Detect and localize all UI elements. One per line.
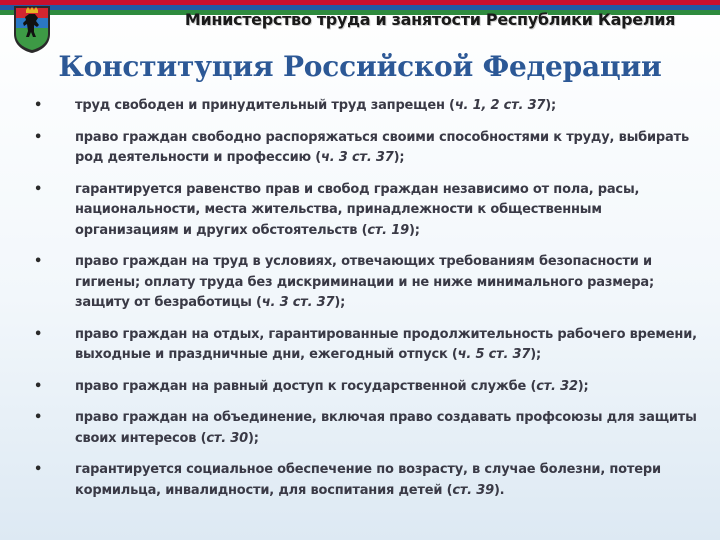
item-text: право граждан на отдых, гарантированные продолжительность рабочего времени, выходные и праздничные дни, ежегодный отпуск ( <box>75 326 697 362</box>
article-reference: ст. 30 <box>206 430 248 446</box>
bullet-icon: • <box>34 326 43 342</box>
item-text: гарантируется социальное обеспечение по возрасту, в случае болезни, потери кормильца, инвалидности, для воспитания детей ( <box>75 462 661 498</box>
list-item <box>34 408 704 449</box>
item-tail: ); <box>577 378 589 394</box>
list-item <box>34 377 704 398</box>
karelia-coat-of-arms-icon <box>12 4 52 54</box>
bullet-icon: • <box>34 181 43 197</box>
item-text: право граждан на объединение, включая право создавать профсоюзы для защиты своих интересов ( <box>75 410 697 446</box>
item-tail: ); <box>334 295 346 310</box>
bullet-icon: • <box>34 462 43 477</box>
item-text: труд свободен и принудительный труд запрещен ( <box>75 98 455 113</box>
bullet-icon: • <box>34 254 43 269</box>
list-item <box>34 180 704 242</box>
item-text: право граждан свободно распоряжаться своими способностями к труду, выбирать род деятельности и профессию ( <box>75 129 689 165</box>
article-reference: ч. 1, 2 ст. 37 <box>454 98 546 113</box>
bullet-icon: • <box>34 378 43 394</box>
item-tail: ); <box>393 150 405 165</box>
article-reference: ч. 3 ст. 37 <box>261 295 335 310</box>
item-text: право граждан на равный доступ к государственной службе ( <box>75 378 537 394</box>
list-item <box>34 460 704 501</box>
ministry-name: Министерство труда и занятости Республики Карелия <box>184 10 676 29</box>
page-title: Конституция Российской Федерации <box>58 50 662 83</box>
item-tail: ); <box>248 430 259 446</box>
article-reference: ст. 32 <box>536 378 578 394</box>
item-tail: ); <box>545 98 557 113</box>
item-tail: ); <box>408 222 420 238</box>
item-tail: ). <box>493 482 505 498</box>
item-text: право граждан на труд в условиях, отвечающих требованиям безопасности и гигиены; оплату труда без дискриминации и не ниже минимального размера; защиту от безработицы ( <box>75 254 654 310</box>
item-tail: ); <box>530 347 541 362</box>
rights-list <box>34 96 704 512</box>
bullet-icon: • <box>34 98 43 113</box>
item-text: гарантируется равенство прав и свобод граждан независимо от пола, расы, национальности, места жительства, принадлежности к общественным организациям и других обстоятельств ( <box>75 181 640 238</box>
bullet-icon: • <box>34 410 43 425</box>
article-reference: ст. 19 <box>367 222 409 238</box>
bullet-icon: • <box>34 129 43 145</box>
article-reference: ч. 3 ст. 37 <box>321 150 394 165</box>
list-item <box>34 128 704 169</box>
list-item <box>34 325 704 366</box>
list-item <box>34 252 704 314</box>
list-item <box>34 96 704 117</box>
article-reference: ст. 39 <box>452 482 494 498</box>
article-reference: ч. 5 ст. 37 <box>457 347 531 362</box>
